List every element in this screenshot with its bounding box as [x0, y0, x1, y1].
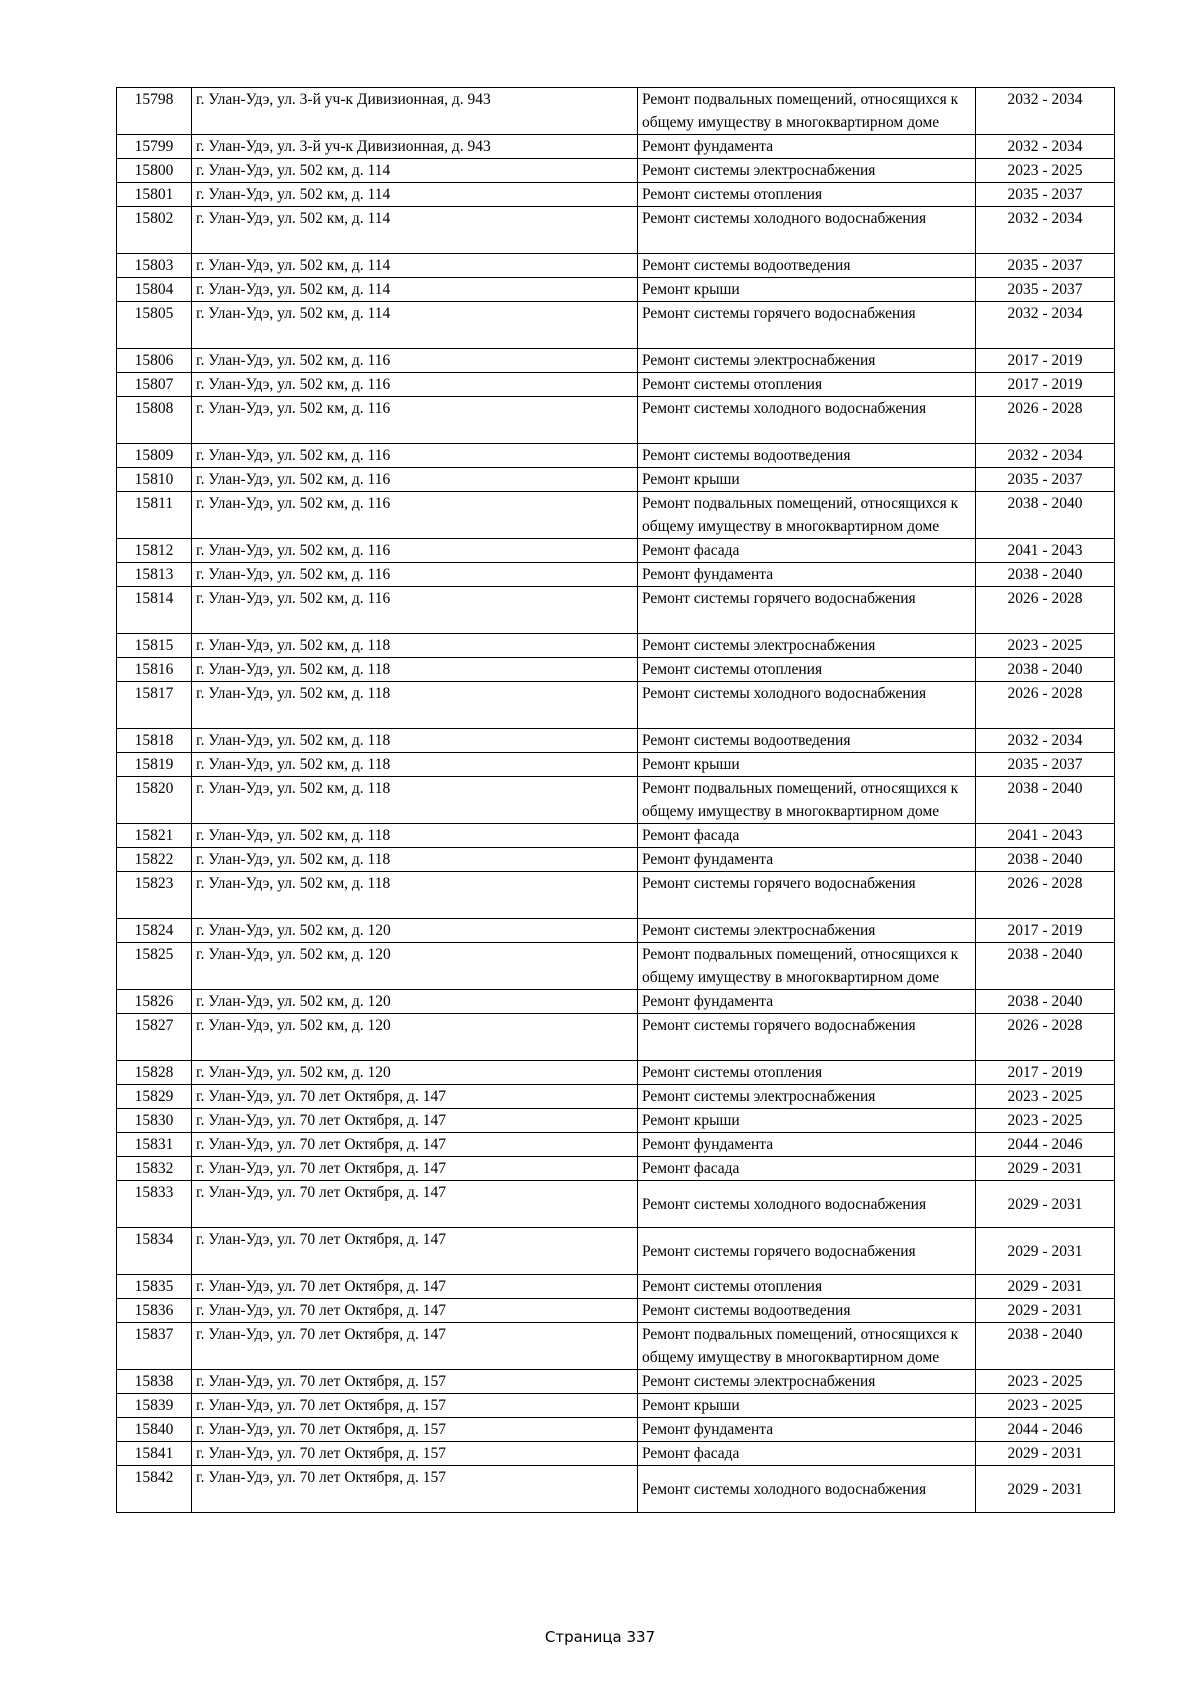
address-cell: г. Улан-Удэ, ул. 502 км, д. 120: [192, 1014, 638, 1061]
row-number-cell: 15827: [117, 1014, 192, 1061]
work-type-cell: Ремонт системы водоотведения: [638, 444, 976, 468]
table-row: [117, 682, 1115, 729]
row-number-cell: 15800: [117, 159, 192, 183]
table-row: [117, 943, 1115, 990]
row-number-cell: 15838: [117, 1370, 192, 1394]
row-number-cell: 15839: [117, 1394, 192, 1418]
work-type-cell: Ремонт фасада: [638, 1157, 976, 1181]
table-row: [117, 88, 1115, 135]
address-cell: г. Улан-Удэ, ул. 502 км, д. 114: [192, 278, 638, 302]
row-number-cell: 15812: [117, 539, 192, 563]
period-cell: 2032 - 2034: [976, 729, 1115, 753]
address-cell: г. Улан-Удэ, ул. 70 лет Октября, д. 157: [192, 1394, 638, 1418]
work-type-cell: Ремонт подвальных помещений, относящихся к общему имуществу в многоквартирном доме: [638, 777, 976, 824]
period-cell: 2044 - 2046: [976, 1133, 1115, 1157]
row-number-cell: 15836: [117, 1299, 192, 1323]
table-row: [117, 824, 1115, 848]
work-type-cell: Ремонт системы электроснабжения: [638, 919, 976, 943]
period-cell: 2029 - 2031: [976, 1157, 1115, 1181]
row-number-cell: 15831: [117, 1133, 192, 1157]
row-number-cell: 15798: [117, 88, 192, 135]
row-number-cell: 15823: [117, 872, 192, 919]
row-number-cell: 15802: [117, 207, 192, 254]
table-row: [117, 183, 1115, 207]
address-cell: г. Улан-Удэ, ул. 70 лет Октября, д. 157: [192, 1370, 638, 1394]
table-row: [117, 563, 1115, 587]
work-type-cell: Ремонт системы отопления: [638, 373, 976, 397]
page-number: Страница 337: [544, 1628, 656, 1646]
table-row: [117, 1275, 1115, 1299]
period-cell: 2035 - 2037: [976, 468, 1115, 492]
table-row: [117, 1014, 1115, 1061]
table-row: [117, 1061, 1115, 1085]
row-number-cell: 15809: [117, 444, 192, 468]
row-number-cell: 15811: [117, 492, 192, 539]
work-type-cell: Ремонт крыши: [638, 753, 976, 777]
period-cell: 2029 - 2031: [976, 1181, 1115, 1228]
address-cell: г. Улан-Удэ, ул. 502 км, д. 116: [192, 468, 638, 492]
table-row: [117, 278, 1115, 302]
table-row: [117, 919, 1115, 943]
address-cell: г. Улан-Удэ, ул. 502 км, д. 116: [192, 397, 638, 444]
address-cell: г. Улан-Удэ, ул. 502 км, д. 118: [192, 753, 638, 777]
work-type-cell: Ремонт системы холодного водоснабжения: [638, 682, 976, 729]
table-row: [117, 1370, 1115, 1394]
table-row: [117, 753, 1115, 777]
row-number-cell: 15816: [117, 658, 192, 682]
row-number-cell: 15808: [117, 397, 192, 444]
address-cell: г. Улан-Удэ, ул. 502 км, д. 120: [192, 919, 638, 943]
row-number-cell: 15806: [117, 349, 192, 373]
address-cell: г. Улан-Удэ, ул. 502 км, д. 118: [192, 634, 638, 658]
work-type-cell: Ремонт системы электроснабжения: [638, 349, 976, 373]
period-cell: 2023 - 2025: [976, 159, 1115, 183]
work-type-cell: Ремонт системы отопления: [638, 1275, 976, 1299]
address-cell: г. Улан-Удэ, ул. 502 км, д. 120: [192, 943, 638, 990]
row-number-cell: 15814: [117, 587, 192, 634]
period-cell: 2032 - 2034: [976, 207, 1115, 254]
work-type-cell: Ремонт фундамента: [638, 563, 976, 587]
period-cell: 2038 - 2040: [976, 848, 1115, 872]
work-type-cell: Ремонт системы электроснабжения: [638, 159, 976, 183]
address-cell: г. Улан-Удэ, ул. 70 лет Октября, д. 147: [192, 1133, 638, 1157]
table-row: [117, 872, 1115, 919]
period-cell: 2023 - 2025: [976, 634, 1115, 658]
address-cell: г. Улан-Удэ, ул. 502 км, д. 120: [192, 990, 638, 1014]
address-cell: г. Улан-Удэ, ул. 70 лет Октября, д. 147: [192, 1228, 638, 1275]
table-row: [117, 135, 1115, 159]
address-cell: г. Улан-Удэ, ул. 502 км, д. 118: [192, 824, 638, 848]
row-number-cell: 15804: [117, 278, 192, 302]
table-row: [117, 159, 1115, 183]
table-row: [117, 1323, 1115, 1370]
work-type-cell: Ремонт системы водоотведения: [638, 254, 976, 278]
work-type-cell: Ремонт фундамента: [638, 135, 976, 159]
row-number-cell: 15828: [117, 1061, 192, 1085]
row-number-cell: 15830: [117, 1109, 192, 1133]
period-cell: 2038 - 2040: [976, 658, 1115, 682]
table-row: [117, 729, 1115, 753]
work-type-cell: Ремонт подвальных помещений, относящихся к общему имуществу в многоквартирном доме: [638, 88, 976, 135]
period-cell: 2038 - 2040: [976, 943, 1115, 990]
period-cell: 2017 - 2019: [976, 373, 1115, 397]
work-type-cell: Ремонт крыши: [638, 278, 976, 302]
row-number-cell: 15824: [117, 919, 192, 943]
table-row: [117, 1181, 1115, 1228]
row-number-cell: 15810: [117, 468, 192, 492]
work-type-cell: Ремонт системы холодного водоснабжения: [638, 1181, 976, 1228]
period-cell: 2026 - 2028: [976, 872, 1115, 919]
row-number-cell: 15818: [117, 729, 192, 753]
row-number-cell: 15822: [117, 848, 192, 872]
table-row: [117, 1299, 1115, 1323]
period-cell: 2035 - 2037: [976, 183, 1115, 207]
work-type-cell: Ремонт системы горячего водоснабжения: [638, 587, 976, 634]
work-type-cell: Ремонт системы горячего водоснабжения: [638, 302, 976, 349]
work-type-cell: Ремонт системы отопления: [638, 1061, 976, 1085]
table-row: [117, 349, 1115, 373]
address-cell: г. Улан-Удэ, ул. 502 км, д. 114: [192, 159, 638, 183]
work-type-cell: Ремонт системы холодного водоснабжения: [638, 397, 976, 444]
period-cell: 2032 - 2034: [976, 302, 1115, 349]
table-row: [117, 207, 1115, 254]
address-cell: г. Улан-Удэ, ул. 70 лет Октября, д. 147: [192, 1181, 638, 1228]
period-cell: 2029 - 2031: [976, 1228, 1115, 1275]
work-type-cell: Ремонт системы горячего водоснабжения: [638, 1228, 976, 1275]
period-cell: 2035 - 2037: [976, 278, 1115, 302]
work-type-cell: Ремонт подвальных помещений, относящихся к общему имуществу в многоквартирном доме: [638, 943, 976, 990]
period-cell: 2029 - 2031: [976, 1275, 1115, 1299]
work-type-cell: Ремонт системы холодного водоснабжения: [638, 207, 976, 254]
work-type-cell: Ремонт системы электроснабжения: [638, 634, 976, 658]
address-cell: г. Улан-Удэ, ул. 502 км, д. 116: [192, 539, 638, 563]
address-cell: г. Улан-Удэ, ул. 502 км, д. 118: [192, 729, 638, 753]
period-cell: 2038 - 2040: [976, 1323, 1115, 1370]
address-cell: г. Улан-Удэ, ул. 3-й уч-к Дивизионная, д. 943: [192, 88, 638, 135]
table-body: [117, 88, 1115, 1513]
period-cell: 2044 - 2046: [976, 1418, 1115, 1442]
address-cell: г. Улан-Удэ, ул. 502 км, д. 116: [192, 349, 638, 373]
work-type-cell: Ремонт фундамента: [638, 1133, 976, 1157]
address-cell: г. Улан-Удэ, ул. 502 км, д. 116: [192, 563, 638, 587]
table-row: [117, 302, 1115, 349]
work-type-cell: Ремонт системы водоотведения: [638, 1299, 976, 1323]
work-type-cell: Ремонт крыши: [638, 1394, 976, 1418]
row-number-cell: 15803: [117, 254, 192, 278]
row-number-cell: 15815: [117, 634, 192, 658]
period-cell: 2023 - 2025: [976, 1109, 1115, 1133]
work-type-cell: Ремонт системы отопления: [638, 658, 976, 682]
table-row: [117, 848, 1115, 872]
address-cell: г. Улан-Удэ, ул. 502 км, д. 120: [192, 1061, 638, 1085]
address-cell: г. Улан-Удэ, ул. 502 км, д. 114: [192, 302, 638, 349]
table-row: [117, 1466, 1115, 1513]
address-cell: г. Улан-Удэ, ул. 3-й уч-к Дивизионная, д. 943: [192, 135, 638, 159]
address-cell: г. Улан-Удэ, ул. 502 км, д. 118: [192, 872, 638, 919]
period-cell: 2026 - 2028: [976, 682, 1115, 729]
table-row: [117, 373, 1115, 397]
address-cell: г. Улан-Удэ, ул. 70 лет Октября, д. 147: [192, 1299, 638, 1323]
period-cell: 2029 - 2031: [976, 1299, 1115, 1323]
period-cell: 2041 - 2043: [976, 824, 1115, 848]
row-number-cell: 15834: [117, 1228, 192, 1275]
table-row: [117, 1085, 1115, 1109]
period-cell: 2023 - 2025: [976, 1394, 1115, 1418]
work-type-cell: Ремонт системы холодного водоснабжения: [638, 1466, 976, 1513]
table-row: [117, 468, 1115, 492]
address-cell: г. Улан-Удэ, ул. 70 лет Октября, д. 157: [192, 1466, 638, 1513]
address-cell: г. Улан-Удэ, ул. 502 км, д. 118: [192, 658, 638, 682]
address-cell: г. Улан-Удэ, ул. 502 км, д. 114: [192, 254, 638, 278]
period-cell: 2017 - 2019: [976, 1061, 1115, 1085]
repair-schedule-table: [116, 87, 1115, 1513]
work-type-cell: Ремонт фасада: [638, 824, 976, 848]
address-cell: г. Улан-Удэ, ул. 70 лет Октября, д. 157: [192, 1442, 638, 1466]
address-cell: г. Улан-Удэ, ул. 502 км, д. 114: [192, 183, 638, 207]
address-cell: г. Улан-Удэ, ул. 502 км, д. 118: [192, 682, 638, 729]
period-cell: 2038 - 2040: [976, 492, 1115, 539]
row-number-cell: 15840: [117, 1418, 192, 1442]
address-cell: г. Улан-Удэ, ул. 70 лет Октября, д. 147: [192, 1109, 638, 1133]
table-row: [117, 397, 1115, 444]
work-type-cell: Ремонт фундамента: [638, 848, 976, 872]
address-cell: г. Улан-Удэ, ул. 70 лет Октября, д. 147: [192, 1085, 638, 1109]
period-cell: 2038 - 2040: [976, 777, 1115, 824]
period-cell: 2017 - 2019: [976, 349, 1115, 373]
row-number-cell: 15820: [117, 777, 192, 824]
table-row: [117, 1109, 1115, 1133]
row-number-cell: 15825: [117, 943, 192, 990]
table-row: [117, 492, 1115, 539]
period-cell: 2041 - 2043: [976, 539, 1115, 563]
address-cell: г. Улан-Удэ, ул. 502 км, д. 118: [192, 777, 638, 824]
period-cell: 2029 - 2031: [976, 1466, 1115, 1513]
period-cell: 2029 - 2031: [976, 1442, 1115, 1466]
table-row: [117, 444, 1115, 468]
work-type-cell: Ремонт системы отопления: [638, 183, 976, 207]
table-row: [117, 1442, 1115, 1466]
period-cell: 2035 - 2037: [976, 753, 1115, 777]
row-number-cell: 15807: [117, 373, 192, 397]
table-row: [117, 777, 1115, 824]
period-cell: 2023 - 2025: [976, 1370, 1115, 1394]
period-cell: 2023 - 2025: [976, 1085, 1115, 1109]
row-number-cell: 15835: [117, 1275, 192, 1299]
work-type-cell: Ремонт крыши: [638, 468, 976, 492]
address-cell: г. Улан-Удэ, ул. 502 км, д. 116: [192, 373, 638, 397]
row-number-cell: 15821: [117, 824, 192, 848]
address-cell: г. Улан-Удэ, ул. 502 км, д. 118: [192, 848, 638, 872]
row-number-cell: 15799: [117, 135, 192, 159]
table-row: [117, 1157, 1115, 1181]
row-number-cell: 15801: [117, 183, 192, 207]
table-row: [117, 1418, 1115, 1442]
address-cell: г. Улан-Удэ, ул. 70 лет Октября, д. 147: [192, 1157, 638, 1181]
period-cell: 2032 - 2034: [976, 444, 1115, 468]
period-cell: 2026 - 2028: [976, 397, 1115, 444]
table-row: [117, 587, 1115, 634]
work-type-cell: Ремонт подвальных помещений, относящихся к общему имуществу в многоквартирном доме: [638, 1323, 976, 1370]
address-cell: г. Улан-Удэ, ул. 70 лет Октября, д. 147: [192, 1323, 638, 1370]
row-number-cell: 15826: [117, 990, 192, 1014]
period-cell: 2026 - 2028: [976, 1014, 1115, 1061]
work-type-cell: Ремонт системы водоотведения: [638, 729, 976, 753]
table-row: [117, 1394, 1115, 1418]
work-type-cell: Ремонт фундамента: [638, 1418, 976, 1442]
address-cell: г. Улан-Удэ, ул. 502 км, д. 116: [192, 492, 638, 539]
work-type-cell: Ремонт системы электроснабжения: [638, 1370, 976, 1394]
address-cell: г. Улан-Удэ, ул. 70 лет Октября, д. 157: [192, 1418, 638, 1442]
work-type-cell: Ремонт фундамента: [638, 990, 976, 1014]
work-type-cell: Ремонт фасада: [638, 1442, 976, 1466]
work-type-cell: Ремонт системы электроснабжения: [638, 1085, 976, 1109]
table-row: [117, 658, 1115, 682]
table-row: [117, 1133, 1115, 1157]
work-type-cell: Ремонт крыши: [638, 1109, 976, 1133]
table-row: [117, 634, 1115, 658]
row-number-cell: 15841: [117, 1442, 192, 1466]
period-cell: 2035 - 2037: [976, 254, 1115, 278]
work-type-cell: Ремонт системы горячего водоснабжения: [638, 1014, 976, 1061]
row-number-cell: 15813: [117, 563, 192, 587]
table-row: [117, 254, 1115, 278]
table-row: [117, 1228, 1115, 1275]
row-number-cell: 15837: [117, 1323, 192, 1370]
period-cell: 2017 - 2019: [976, 919, 1115, 943]
period-cell: 2026 - 2028: [976, 587, 1115, 634]
row-number-cell: 15805: [117, 302, 192, 349]
period-cell: 2038 - 2040: [976, 563, 1115, 587]
row-number-cell: 15842: [117, 1466, 192, 1513]
row-number-cell: 15832: [117, 1157, 192, 1181]
period-cell: 2032 - 2034: [976, 88, 1115, 135]
address-cell: г. Улан-Удэ, ул. 70 лет Октября, д. 147: [192, 1275, 638, 1299]
address-cell: г. Улан-Удэ, ул. 502 км, д. 116: [192, 444, 638, 468]
period-cell: 2032 - 2034: [976, 135, 1115, 159]
row-number-cell: 15817: [117, 682, 192, 729]
row-number-cell: 15829: [117, 1085, 192, 1109]
work-type-cell: Ремонт системы горячего водоснабжения: [638, 872, 976, 919]
address-cell: г. Улан-Удэ, ул. 502 км, д. 114: [192, 207, 638, 254]
row-number-cell: 15819: [117, 753, 192, 777]
period-cell: 2038 - 2040: [976, 990, 1115, 1014]
table-row: [117, 539, 1115, 563]
work-type-cell: Ремонт подвальных помещений, относящихся к общему имуществу в многоквартирном доме: [638, 492, 976, 539]
row-number-cell: 15833: [117, 1181, 192, 1228]
work-type-cell: Ремонт фасада: [638, 539, 976, 563]
table-row: [117, 990, 1115, 1014]
address-cell: г. Улан-Удэ, ул. 502 км, д. 116: [192, 587, 638, 634]
